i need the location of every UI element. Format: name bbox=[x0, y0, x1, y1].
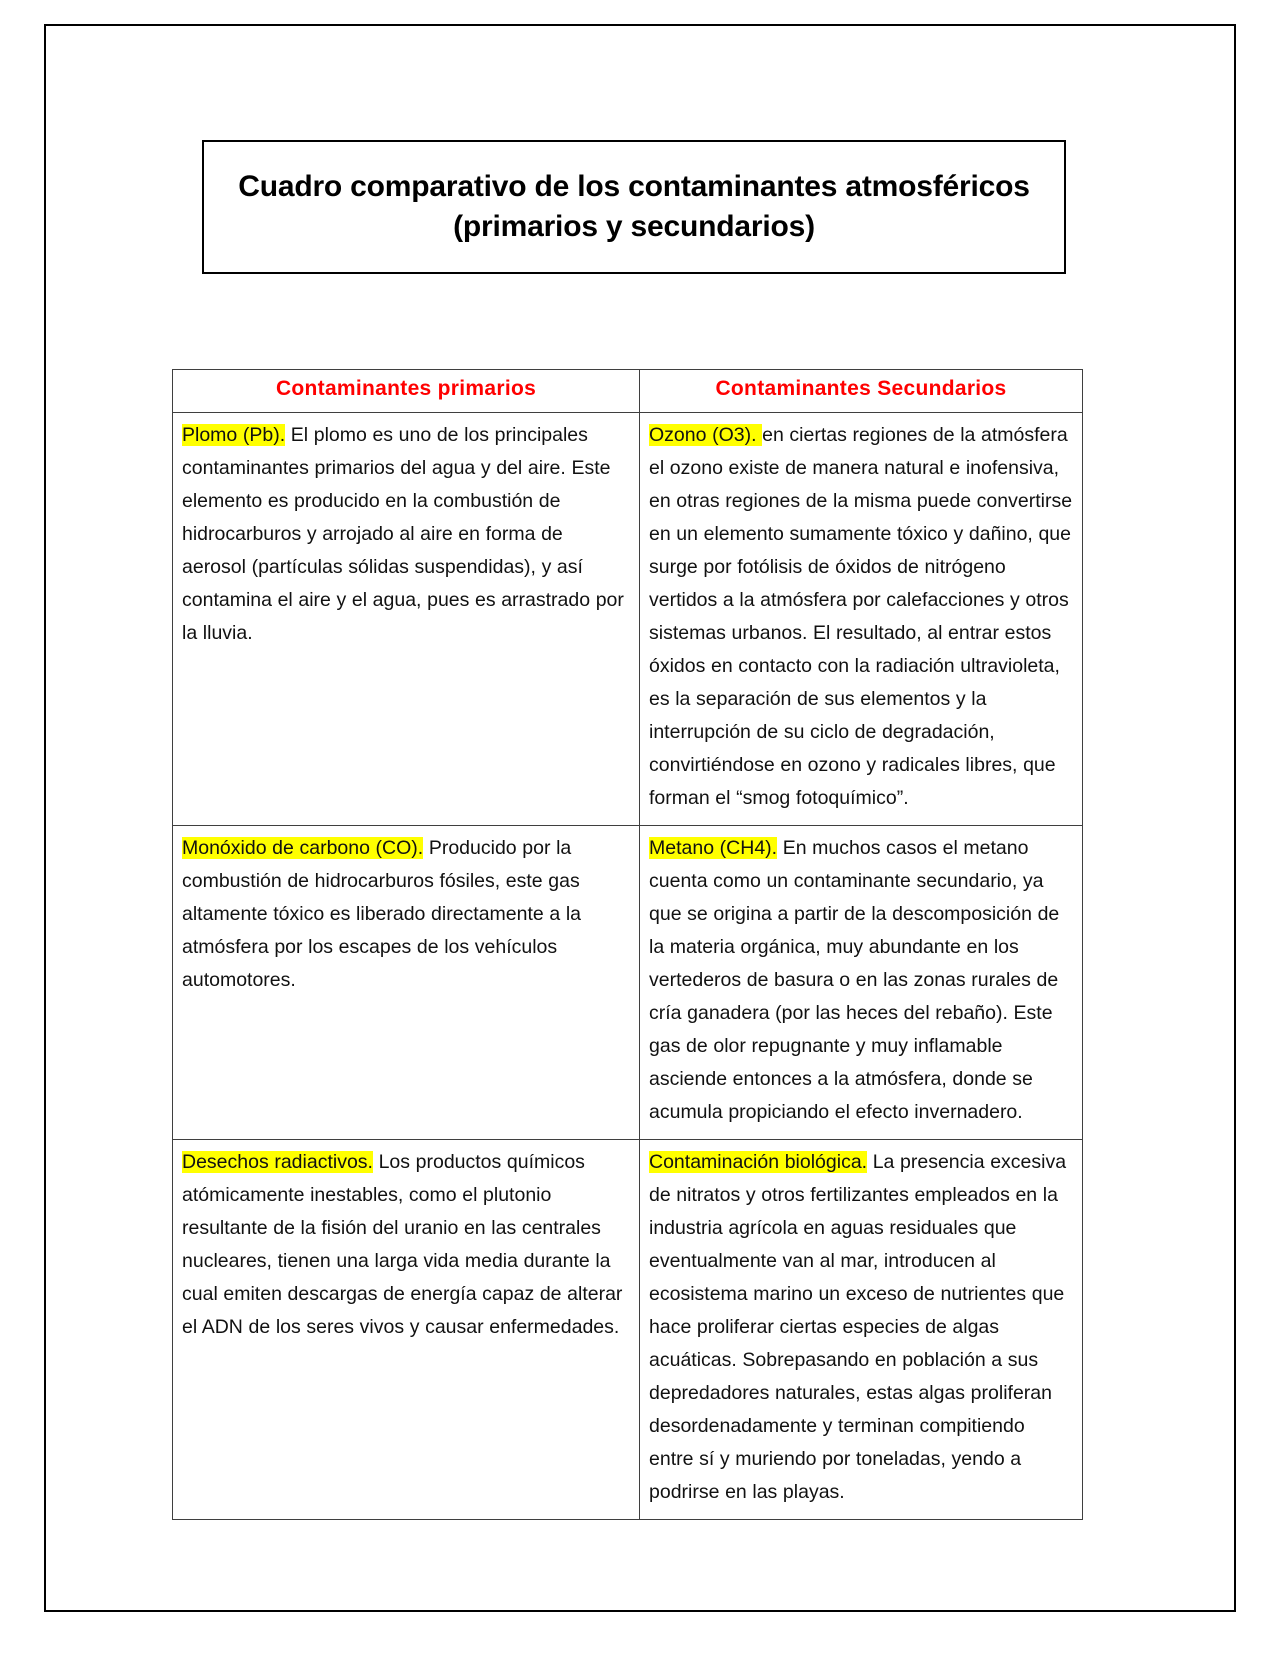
cell-secondary-biologica bbox=[640, 1140, 1083, 1520]
document-title-line-2: (primarios y secundarios) bbox=[453, 210, 815, 243]
table-row bbox=[173, 413, 1083, 826]
entry-metano bbox=[649, 832, 1073, 1129]
entry-monoxido-body: Producido por la combustión de hidrocarburos fósiles, este gas altamente tóxico es liberado directamente a la atmósfera por los escapes de los vehículos automotores. bbox=[182, 837, 582, 991]
column-header-primary bbox=[173, 370, 640, 413]
entry-plomo-body: El plomo es uno de los principales contaminantes primarios del agua y del aire. Este elemento es producido en la combustión de hidrocarburos y arrojado al aire en forma de aerosol (partículas sólidas suspendidas), y así contamina el aire y el agua, pues es arrastrado por la lluvia. bbox=[182, 424, 624, 644]
document-title-box bbox=[202, 140, 1066, 274]
entry-desechos-term: Desechos radiactivos. bbox=[182, 1151, 373, 1173]
entry-ozono bbox=[649, 419, 1073, 815]
column-header-primary-label: Contaminantes primarios bbox=[275, 377, 537, 400]
entry-monoxido-term: Monóxido de carbono (CO). bbox=[182, 837, 424, 859]
table-header-row bbox=[173, 370, 1083, 413]
entry-plomo bbox=[182, 419, 630, 650]
entry-ozono-term: Ozono (O3). bbox=[649, 424, 763, 446]
entry-plomo-term: Plomo (Pb). bbox=[182, 424, 286, 446]
entry-metano-term: Metano (CH4). bbox=[649, 837, 778, 859]
column-header-secondary bbox=[640, 370, 1083, 413]
column-header-secondary-label: Contaminantes Secundarios bbox=[715, 377, 1007, 400]
comparison-table bbox=[172, 369, 1083, 1520]
cell-primary-desechos bbox=[173, 1140, 640, 1520]
entry-monoxido bbox=[182, 832, 630, 997]
entry-desechos-body: Los productos químicos atómicamente inestables, como el plutonio resultante de la fisión del uranio en las centrales nucleares, tienen una larga vida media durante la cual emiten descargas de energía capaz de alterar el ADN de los seres vivos y causar enfermedades. bbox=[182, 1151, 623, 1338]
page-frame bbox=[44, 24, 1236, 1612]
table-row bbox=[173, 1140, 1083, 1520]
entry-metano-body: En muchos casos el metano cuenta como un contaminante secundario, ya que se origina a partir de la descomposición de la materia orgánica, muy abundante en los vertederos de basura o en las zonas rurales de cría ganadera (por las heces del rebaño). Este gas de olor repugnante y muy inflamable asciende entonces a la atmósfera, donde se acumula propiciando el efecto invernadero. bbox=[649, 837, 1060, 1123]
entry-biologica-body: La presencia excesiva de nitratos y otros fertilizantes empleados en la industria agrícola en aguas residuales que eventualmente van al mar, introducen al ecosistema marino un exceso de nutrientes que hace proliferar ciertas especies de algas acuáticas. Sobrepasando en población a sus depredadores naturales, estas algas proliferan desordenadamente y terminan compitiendo entre sí y muriendo por toneladas, yendo a podrirse en las playas. bbox=[649, 1151, 1067, 1503]
cell-primary-plomo bbox=[173, 413, 640, 826]
document-title-line-1: Cuadro comparativo de los contaminantes atmosféricos bbox=[238, 170, 1030, 203]
cell-secondary-ozono bbox=[640, 413, 1083, 826]
entry-ozono-body: en ciertas regiones de la atmósfera el ozono existe de manera natural e inofensiva, en otras regiones de la misma puede convertirse en un elemento sumamente tóxico y dañino, que surge por fotólisis de óxidos de nitrógeno vertidos a la atmósfera por calefacciones y otros sistemas urbanos. El resultado, al entrar estos óxidos en contacto con la radiación ultravioleta, es la separación de sus elementos y la interrupción de su ciclo de degradación, convirtiéndose en ozono y radicales libres, que forman el “smog fotoquímico”. bbox=[649, 424, 1073, 809]
entry-desechos bbox=[182, 1146, 630, 1344]
entry-biologica bbox=[649, 1146, 1073, 1509]
table-row bbox=[173, 826, 1083, 1140]
cell-secondary-metano bbox=[640, 826, 1083, 1140]
comparison-table-wrapper bbox=[172, 369, 1082, 1520]
cell-primary-monoxido bbox=[173, 826, 640, 1140]
entry-biologica-term: Contaminación biológica. bbox=[649, 1151, 868, 1173]
